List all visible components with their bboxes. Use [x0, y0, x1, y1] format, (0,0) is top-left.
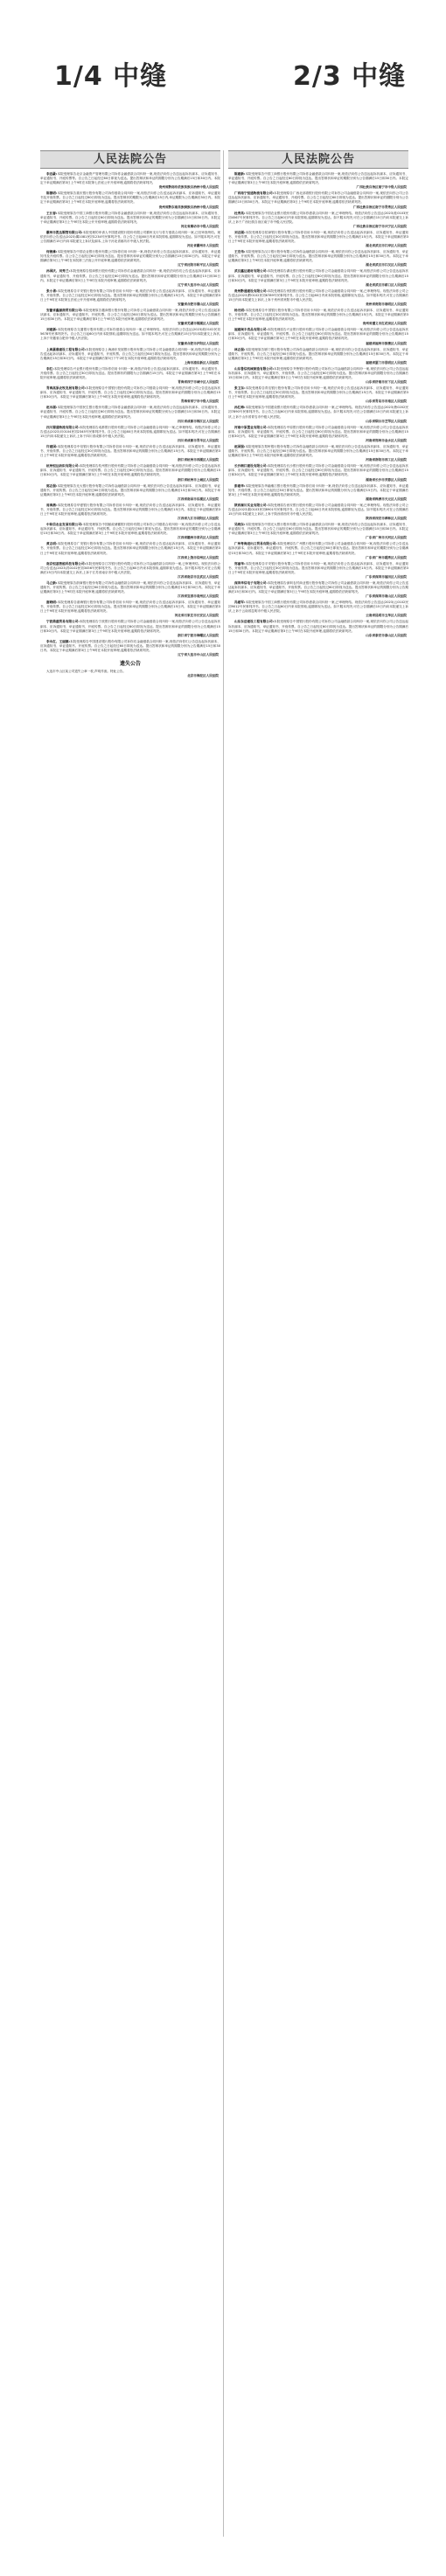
notice-text: [228, 269, 408, 282]
notice-court: 河北省石家庄市长安区人民法院: [174, 614, 219, 618]
notice-court: 江西省上饶市信州区人民法院: [178, 555, 219, 559]
notice-party: 何俊雄:: [46, 250, 58, 254]
notice-party: 孙国庆、刘秀兰:: [46, 269, 70, 274]
notice-body: 本院受理原告光大银行股份有限公司诉你金融借款合同纠纷一案,现依法向你公告送达起诉状副本、应诉通知书、举证通知书、开庭传票。自公告之日起经过60日即视为送达。提出答辩状和举证的期限分别为公告期满后15日和30日内。本院定于举证期满后第3日上午9时在本院开庭审理,逾期将依法缺席判决。: [40, 483, 220, 496]
notice-text: [228, 426, 408, 439]
notice-party: 周海燕:: [46, 503, 58, 507]
notice-body: 本院受理原告中国银行股份有限公司诉你公司金融借款合同纠纷一案,现依法向你公司公告送达起诉状副本、应诉通知书、举证通知书、开庭传票。自公告之日起经过60日即视为送达。提出答辩状和举证的期限分别为公告期满后15日和30日内。本院定于举证期满后第3日上午9时在本院开庭审理,逾期将依法缺席判决。: [228, 620, 408, 633]
notice-court: 贵州省遵义市红花岗区人民法院: [362, 322, 407, 326]
notice-text: [40, 367, 220, 380]
notice-text: [228, 250, 408, 263]
notice-body: 本院受理原告华夏银行股份有限公司诉你信用卡纠纷一案,现依法向你公告送达起诉状副本、应诉通知书、举证通知书、开庭传票。自公告之日起经过30日即视为送达。提出答辩状和举证的期限分别为公告期满后15日内。本院定于举证期满后第3日上午9时在本院开庭审理,逾期将依法缺席判决。: [40, 503, 220, 516]
notice-body: 本院受理原告广西北部湾银行股份有限公司诉你公司金融借款合同纠纷一案,现依法向你公司公告送达起诉状副本、应诉通知书、举证通知书、开庭传票。自公告之日起经过60日即视为送达。提出答辩状和举证的期限分别为公告期满后15日和30日内。本院定于举证期满后第3日上午9时在本院开庭审理,逾期将依法缺席判决。: [228, 191, 408, 205]
fold-label-right: 2/3 中缝: [293, 61, 407, 92]
notice-text: [228, 484, 408, 497]
notice-text: [40, 191, 220, 205]
notice-text: [40, 503, 220, 517]
notice-court: 贵州省黔南布依族苗族自治州中级人民法院: [158, 185, 219, 190]
court-notice: [40, 542, 220, 559]
court-notice: [40, 406, 220, 423]
court-notice: [40, 620, 220, 637]
notice-party: 郑丽华:: [234, 561, 246, 566]
notice-court: 河南省郑州市金水区人民法院: [366, 438, 407, 442]
court-notice: [40, 386, 220, 404]
notice-text: [40, 289, 220, 302]
notice-body: 本院受理原告徽商银行股份有限公司诉你公司金融借款合同纠纷一案,现依法向你公司公告送达起诉状副本、应诉通知书、举证通知书、开庭传票。自公告之日起经过60日即视为送达。提出答辩状和举证的期限分别为公告期满后15日和30日内。本院定于举证期满后第3日上午9时在本院开庭审理,逾期将依法缺席判决。: [40, 308, 220, 322]
notice-party: 李永红、王丽娜:: [46, 639, 70, 643]
fold-label-left: 1/4 中缝: [54, 61, 168, 92]
notice-party: 南京恒基智能科技有限公司:: [46, 561, 87, 566]
court-notice: [228, 250, 408, 267]
notice-court: 广西壮族自治区南宁市青秀区人民法院: [352, 205, 407, 209]
notice-body: 本院受理原告中信银行股份有限公司诉你信用卡纠纷一案,现依法向你公告送达起诉状副本、应诉通知书、举证通知书、开庭传票。自公告之日起经过30日即视为送达。提出答辩状和举证的期限分别为公告期满后15日内。本院定于举证期满后第3日上午9时在本院开庭审理,逾期将依法缺席判决。: [40, 444, 220, 458]
notice-text: [40, 269, 220, 282]
notice-court: 浙江省宁波市海曙区人民法院: [178, 633, 219, 637]
notice-body: 本院受理原告郑州银行股份有限公司诉你金融借款合同纠纷一案,现依法向你公告送达起诉状副本、应诉通知书、举证通知书、开庭传票。自公告之日起经过60日即视为送达。提出答辩状和举证的期限分别为公告期满后15日和30日内。本院定于举证期满后第3日上午9时在本院开庭审理,逾期将依法缺席判决。: [228, 444, 408, 458]
court-notice: [228, 269, 408, 287]
notice-party: 武汉鑫达建材有限公司:: [234, 269, 268, 274]
notice-court: 江西省宜春市袁州区人民法院: [178, 594, 219, 599]
notice-court: 四川省成都市青羊区人民法院: [178, 438, 219, 442]
court-notice: [228, 309, 408, 326]
court-notice: [40, 367, 220, 385]
notice-party: 谢晓明:: [46, 601, 58, 605]
notice-text: [228, 289, 408, 302]
notice-court: 广西壮族自治区南宁市中级人民法院: [356, 185, 407, 190]
notice-court: 青海省西宁市城中区人民法院: [178, 380, 219, 385]
notice-court: 广东省深圳市福田区人民法院: [366, 574, 407, 579]
notice-body: 本院受理原告中国光大银行股份有限公司诉你金融借款合同纠纷一案,现依法向你公告送达起诉状副本、应诉通知书、举证通知书、开庭传票。自公告之日起经过60日即视为送达。提出答辩状和举证的期限分别为公告期满后15日和30日内。本院定于举证期满后第3日上午9时在本院开庭审理,逾期将依法缺席判决。: [228, 523, 408, 536]
notice-party: 林志强:: [234, 347, 246, 351]
notice-body: 本院受理原告深圳农村商业银行股份有限公司诉你公司金融借款合同纠纷一案,现依法向你公司公告送达起诉状副本、应诉通知书、举证通知书、开庭传票。自公告之日起经过60日即视为送达。提出答辩状和举证的期限分别为公告期满后15日和30日内。本院定于举证期满后第3日上午9时在本院开庭审理,逾期将依法缺席判决。: [228, 580, 408, 594]
notice-body: 本院受理原告广发银行股份有限公司诉你信用卡纠纷一案,现依法向你公告送达起诉状副本、应诉通知书、举证通知书、开庭传票。自公告之日起经过30日即视为送达。提出答辩状和举证的期限分别为公告期满后15日内。本院定于举证期满后第3日上午9时在本院开庭审理,逾期将依法缺席判决。: [40, 542, 220, 555]
notice-court: 辽宁省大连市中山区人民法院: [178, 653, 219, 657]
notice-body: 本院受理原告华融湘江银行股份有限公司诉你信用卡纠纷一案,现依法向你公告送达起诉状副本、应诉通知书、举证通知书、开庭传票。自公告之日起经过30日即视为送达。提出答辩状和举证的期限分别为公告期满后15日内。本院定于举证期满后第3日上午9时在本院开庭审理,逾期将依法缺席判决。: [228, 483, 408, 496]
notice-text: [40, 328, 220, 341]
notice-court: 广东省广州市天河区人民法院: [366, 536, 407, 540]
court-notice: [40, 601, 220, 618]
notice-text: [228, 309, 408, 322]
court-notice: [40, 523, 220, 540]
notice-party: 张小勇:: [46, 288, 58, 293]
right-column-header: 人民法院公告: [228, 150, 408, 169]
court-notice: [228, 386, 408, 404]
notice-body: 本院受理原告长沙银行股份有限公司诉你公司金融借款合同纠纷一案,现依法向你公司公告送达起诉状副本、应诉通知书、举证通知书、开庭传票。自公告之日起经过60日即视为送达。提出答辩状和举证的期限分别为公告期满后15日和30日内。本院定于举证期满后第3日上午9时在本院开庭审理,逾期将依法缺席判决。: [228, 464, 408, 477]
notice-body: 本院受理原告招商银行股份有限公司诉你信用卡纠纷一案,现依法向你公告送达起诉状副本、应诉通知书、举证通知书、开庭传票。自公告之日起经过30日即视为送达。提出答辩状和举证的期限分别为公告期满后15日内。本院定于举证期满后第3日上午9时在本院开庭审理,逾期将依法缺席判决。: [228, 230, 408, 244]
court-notice: [228, 406, 408, 423]
fold-labels: [0, 0, 446, 149]
notice-text: [228, 464, 408, 477]
notice-text: [40, 562, 220, 575]
notice-text: [40, 348, 220, 361]
notice-party: 福建闽丰食品有限公司:: [234, 328, 268, 332]
court-notice: [40, 670, 220, 678]
court-notice: [228, 503, 408, 521]
notice-body: 本院受理原告兴业银行股份有限公司诉你公司金融借款合同纠纷一案,现依法向你公司公告送达起诉状副本、应诉通知书、举证通知书、开庭传票。自公告之日起经过60日即视为送达。提出答辩状和举证的期限分别为公告期满后15日和30日内。本院定于举证期满后第3日上午9时在本院开庭审理,逾期将依法缺席判决。: [228, 328, 408, 341]
notice-court: 江西省九江市浔阳区人民法院: [178, 517, 219, 521]
notice-text: [40, 231, 220, 244]
court-notice: [40, 503, 220, 521]
notice-body: 本院受理原告交通银行股份有限公司诉你借款合同纠纷一案,已审理终结。现依法向你公告送达(2023)皖0102民初5678号民事判决书。自公告之日起60日内来本院领取,逾期即视为送达。如不服本判决,可在公告期满后15日内向本院递交上诉状,上诉于安徽省合肥市中级人民法院。: [40, 328, 220, 341]
notice-body: 本院受理原告渤海银行股份有限公司诉你信用卡纠纷一案,现依法向你公告送达起诉状副本、应诉通知书、举证通知书、开庭传票。自公告之日起经过30日即视为送达。提出答辩状和举证的期限分别为公告期满后15日内。本院定于举证期满后第3日上午9时在本院开庭审理,逾期将依法缺席判决。: [40, 601, 220, 614]
notice-body: 本院受理原告中原银行股份有限公司诉你公司金融借款合同纠纷一案,现依法向你公司公告送达起诉状副本、应诉通知书、举证通知书、开庭传票。自公告之日起经过60日即视为送达。提出答辩状和举证的期限分别为公告期满后15日和30日内。本院定于举证期满后第3日上午9时在本院开庭审理,逾期将依法缺席判决。: [228, 425, 408, 438]
notice-body: 本院受理原告汉口银行股份有限公司诉你金融借款合同纠纷一案,现依法向你公告送达起诉状副本、应诉通知书、举证通知书、开庭传票。自公告之日起经过60日即视为送达。提出答辩状和举证的期限分别为公告期满后15日和30日内。本院定于举证期满后第3日上午9时在本院开庭审理,逾期将依法缺席判决。: [228, 250, 408, 263]
notice-court: 福建省厦门市思明区人民法院: [366, 360, 407, 365]
notice-text: [228, 581, 408, 594]
notice-text: [228, 601, 408, 614]
court-notice: [228, 562, 408, 580]
notice-party: 陕西秦川实业有限公司:: [234, 503, 268, 507]
notice-text: [228, 542, 408, 555]
notice-text: [40, 445, 220, 458]
notice-body: 本院受理原告杭州银行股份有限公司诉你公司金融借款合同纠纷一案,现依法向你公司公告送达起诉状副本、应诉通知书、举证通知书、开庭传票。自公告之日起经过60日即视为送达。提出答辩状和举证的期限分别为公告期满后15日和30日内。本院定于举证期满后第3日上午9时在本院开庭审理,逾期将依法缺席判决。: [40, 464, 220, 477]
notice-body: 本院受理原告齐鲁银行股份有限公司诉你公司金融借款合同纠纷一案,现依法向你公司公告送达起诉状副本、应诉通知书、举证通知书、开庭传票。自公告之日起经过60日即视为送达。提出答辩状和举证的期限分别为公告期满后15日和30日内。本院定于举证期满后第3日上午9时在本院开庭审理,逾期将依法缺席判决。: [228, 366, 408, 379]
notice-text: [40, 601, 220, 614]
notice-court: 北京市海淀区人民法院: [187, 674, 219, 678]
notice-party: 赵国强:: [234, 444, 246, 448]
notice-party: 杜秀英:: [234, 211, 246, 215]
notice-court: 山东省泰安市泰山区人民法院: [366, 633, 407, 637]
notice-text: [40, 172, 220, 185]
court-notice: [228, 445, 408, 462]
notice-court: 福建省福州市鼓楼区人民法院: [366, 341, 407, 345]
notice-text: [40, 386, 220, 399]
notice-party: 广州粤海进出口贸易有限公司:: [234, 542, 277, 546]
notice-party: 李远豪:: [46, 172, 58, 176]
court-notice: [40, 562, 220, 580]
notice-body: 本院受理原告中国建设银行股份有限公司诉你们金融借款合同纠纷一案,现依法向你们公告送达起诉状副本、应诉通知书、举证通知书、开庭传票。自公告之日起经过60日即视为送达。提出答辩状和举证的期限分别为公告期满后15日和30日内。本院定于举证期满后第3日上午9时在本院开庭审理,逾期将依法缺席判决。: [40, 639, 220, 652]
notice-party: 冯建军:: [234, 601, 246, 605]
notice-court: 辽宁省大连市中山区人民法院: [178, 282, 219, 287]
notice-party: 马立新:: [46, 580, 58, 585]
notice-text: [228, 231, 408, 244]
notice-text: [228, 386, 408, 399]
notice-body: 本院受理原告中国农业银行股份有限公司诉你借款合同纠纷一案,已审理终结。现依法向你公告送达(2023)桂0103民初4567号民事判决书。自公告之日起60日内来本院领取,逾期即视为送达。如不服本判决,可在公告期满后15日内向本院递交上诉状,上诉于广西壮族自治区南宁市中级人民法院。: [228, 211, 408, 224]
notice-text: [40, 426, 220, 439]
court-notice: [228, 289, 408, 307]
notice-body: 本院受理原告江苏银行股份有限公司诉你公司金融借款合同纠纷一案,已审理终结。现依法向你公司公告送达(2023)苏0102民初3456号民事判决书。自公告之日起60日内来本院领取,逾期即视为送达。如不服本判决,可在公告期满后15日内向本院递交上诉状,上诉于江苏省南京市中级人民法院。: [40, 561, 220, 574]
notice-body: 大连市中山区某公司遗失公章一枚,声明作废。特此公告。: [46, 670, 126, 674]
court-notice: [40, 212, 220, 229]
notice-text: [40, 250, 220, 263]
notice-party: 四川蜀通物流有限公司:: [46, 425, 80, 429]
notice-party: 郭志强:: [46, 483, 58, 488]
notice-party: 广西南宁恒通物流有限公司:: [234, 191, 275, 196]
notice-body: 本院受理原告西安银行股份有限公司诉你公司金融借款合同纠纷一案,已审理终结。现依法向你公司公告送达(2023)陕0103民初8901号民事判决书。自公告之日起60日内来本院领取,逾期即视为送达。如不服本判决,可在公告期满后15日内向本院递交上诉状,上诉于陕西省西安市中级人民法院。: [228, 503, 408, 516]
court-notice: [40, 250, 220, 267]
notice-body: 本院受理原告北京金融资产管理有限公司诉你金融借款合同纠纷一案,现依法向你公告送达起诉状副本、应诉通知书、举证通知书、开庭传票等。自公告之日起经过60日即视为送达。提出答辩状和举证的期限分别为公告期满后15日和30日内。本院定于举证期满后第3日上午9时在本院第七法庭公开开庭审理,逾期将依法缺席判决。: [40, 172, 220, 185]
notice-text: [228, 406, 408, 419]
lost-notice-title: 遗失公告: [119, 661, 141, 668]
notice-court: 山东省济南市历下区人民法院: [366, 380, 407, 385]
notice-body: 本院受理原告青岛银行股份有限公司诉你信用卡纠纷一案,现依法向你公告送达起诉状副本、应诉通知书、举证通知书、开庭传票。自公告之日起经过30日即视为送达。提出答辩状和举证的期限分别为公告期满后15日内。本院定于举证期满后第3日上午9时在本院开庭审理,逾期将依法缺席判决。: [228, 386, 408, 399]
notice-party: 刘志刚:: [234, 230, 246, 234]
court-notice: [40, 464, 220, 482]
notice-text: [40, 523, 220, 536]
notice-body: 本院受理原告上海浦东发展银行股份有限公司诉你公司金融借款合同纠纷一案,现依法向你公司公告送达起诉状副本、应诉通知书、举证通知书、开庭传票。自公告之日起经过60日即视为送达。提出答辩状和举证的期限分别为公告期满后15日和30日内。本院定于举证期满后第3日下午2时在本院开庭审理,逾期将依法缺席判决。: [40, 347, 220, 360]
notice-court: 贵州省黔东南苗族侗族自治州中级人民法院: [158, 205, 219, 209]
notice-text: [40, 309, 220, 322]
notice-text: [40, 212, 220, 225]
court-notice: [228, 191, 408, 209]
notice-party: 彭建华:: [234, 483, 246, 488]
notice-court: 青海省西宁市中级人民法院: [180, 399, 219, 404]
notice-party: 深圳华信电子有限公司:: [234, 580, 268, 585]
notice-court: 上海市浦东新区人民法院: [184, 360, 219, 365]
notice-body: 本院受理原告宁波银行股份有限公司诉你公司金融借款合同纠纷一案,现依法向你公司公告送达起诉状副本、应诉通知书、举证通知书、开庭传票。自公告之日起经过60日即视为送达。提出答辩状和举证的期限分别为公告期满后15日和30日内。本院定于举证期满后第3日上午9时在本院开庭审理,逾期将依法缺席判决。: [40, 620, 220, 633]
notice-party: 王宏伟:: [234, 250, 246, 254]
notice-text: [228, 328, 408, 341]
notice-body: 本院受理原告贵阳银行股份有限公司诉你公司金融借款合同纠纷一案,已审理终结。现依法向你公司公告送达(2023)黔0102民初6789号民事判决书。自公告之日起60日内来本院领取,逾期即视为送达。如不服本判决,可在公告期满后15日内向本院递交上诉状,上诉于贵州省贵阳市中级人民法院。: [228, 288, 408, 302]
notice-court: 江苏省南京市玄武区人民法院: [178, 574, 219, 579]
notice-body: 本院受理原告中国银行股份有限公司诉你信用卡纠纷一案,现依法向你公告送达起诉状副本、应诉通知书、举证通知书、开庭传票。自公告之日起经过30日即视为送达。提出答辩状和举证的期限分别为公告期满后15日内。本院定于举证期满后第3日上午9时在本院开庭审理,逾期将依法缺席判决。: [228, 308, 408, 322]
notice-body: 本院受理原告兴业银行股份有限公司诉你信用卡纠纷一案,现依法向你公告送达起诉状副本、应诉通知书、举证通知书、开庭传票。自公告之日起经过30日即视为送达。提出答辩状的期限为公告期满后15日内。本院定于举证期满后第3日上午9时在本院开庭审理,逾期将依法缺席判决。: [40, 366, 220, 379]
notice-body: 本院受理原告招商银行股份有限公司诉你们金融借款合同纠纷一案,现依法向你们公告送达起诉状副本、应诉通知书、举证通知书、开庭传票。自公告之日起经过60日即视为送达。提出答辩状和举证的期限分别为公告期满后15日和30日内。本院定于举证期满后第3日上午9时在本院开庭审理,逾期将依法缺席判决。: [40, 269, 220, 282]
notice-text: [228, 562, 408, 575]
notice-body: 本院受理原告中国农业银行股份有限公司诉你信用卡纠纷一案,现依法向你公告送达起诉状副本、应诉通知书、举证通知书及开庭传票。自公告之日起经过60日即视为送达。提出答辩状和举证的期限分别为公告期满后15日和30日内。本院定于举证期满后第3日上午9时在本院第三法庭公开开庭审理,逾期将依法缺席判决。: [40, 250, 220, 263]
notice-party: 李红:: [46, 366, 54, 371]
left-column-body: [40, 169, 220, 678]
notice-party: 黄志明:: [46, 542, 58, 546]
notice-text: [228, 367, 408, 380]
notice-party: 孙红梅:: [234, 406, 246, 410]
court-notice: [40, 581, 220, 599]
court-notice: [228, 212, 408, 229]
court-notice: [228, 328, 408, 345]
notice-body: 本院受理原告中国银行股份有限公司诉你公司借款合同纠纷一案,现依法向你公司公告送达起诉状副本、应诉通知书、举证通知书、开庭传票。自公告之日起经过60日即视为送达。提出答辩状和举证的期限分别为公告期满后15日和30日内。本院定于举证期满后第3日上午9时在本院开庭审理,逾期将依法缺席判决。: [40, 386, 220, 399]
court-notice: [40, 426, 220, 443]
right-column-body: [228, 169, 408, 638]
notice-court: 广东省广州市越秀区人民法院: [366, 555, 407, 559]
notice-text: [228, 523, 408, 536]
notice-court: 江西省南昌市东湖区人民法院: [178, 496, 219, 501]
left-column: [40, 150, 220, 2537]
notice-party: 陈建新:: [234, 172, 246, 176]
notice-text: [228, 503, 408, 517]
court-notice: [228, 484, 408, 502]
court-notice: [228, 231, 408, 248]
notice-body: 本院受理原告中国邮政储蓄银行股份有限公司诉你公司借款合同纠纷一案,现依法向你公司公告送达起诉状副本、应诉通知书、举证通知书、开庭传票。自公告之日起经过60日即视为送达。提出答辩状和举证的期限分别为公告期满后15日和30日内。本院定于举证期满后第3日上午9时在本院开庭审理,逾期将依法缺席判决。: [40, 523, 220, 536]
notice-party: 陈德明:: [46, 191, 58, 196]
court-notice: [40, 172, 220, 190]
notice-text: [228, 348, 408, 361]
court-notice: [228, 601, 408, 618]
court-notice: [228, 172, 408, 190]
notice-body: 本院受理原告平安银行股份有限公司诉你信用卡纠纷一案,现依法向你公告送达起诉状副本、应诉通知书、举证通知书、开庭传票。自公告之日起经过30日即视为送达。提出答辩状和举证的期限分别为公告期满后15日内。本院定于举证期满后第3日上午9时在本院第五法庭公开开庭审理,逾期将依法缺席判决。: [40, 288, 220, 302]
court-notice: [40, 484, 220, 502]
notice-text: [228, 620, 408, 633]
court-notice: [40, 191, 220, 209]
notice-court: 湖北省武汉市硚口区人民法院: [366, 282, 407, 287]
court-notice: [40, 328, 220, 345]
notice-court: 河北省霸州市人民法院: [187, 244, 219, 248]
notice-court: 陕西省西安市碑林区人民法院: [366, 517, 407, 521]
court-notice: [228, 542, 408, 559]
column-divider: [223, 150, 224, 2537]
court-notice: [40, 309, 220, 326]
notice-party: 王长春:: [46, 211, 58, 215]
notice-party: 中和信农业发展有限公司:: [46, 523, 83, 527]
notice-body: 本院受理原告成都银行股份有限公司诉你公司金融借款合同纠纷一案,已审理终结。现依法向你公司公告送达(2023)川0104民初2345号民事判决书。自公告之日起60日内来本院领取,逾期即视为送达。如不服本判决,可在公告期满后15日内向本院递交上诉状,上诉于四川省成都市中级人民法院。: [40, 425, 220, 438]
notice-party: 长沙湘江建设有限公司:: [234, 464, 268, 469]
court-notice: [40, 640, 220, 657]
notice-text: [40, 620, 220, 633]
notice-party: 河南中原置业有限公司:: [234, 425, 268, 429]
notice-court: 安徽省合肥市庐阳区人民法院: [178, 341, 219, 345]
notice-party: 吴晓东:: [234, 523, 246, 527]
court-notice: [40, 348, 220, 365]
notice-court: 安徽省合肥市蜀山区人民法院: [178, 302, 219, 306]
court-notice: [228, 620, 408, 637]
court-notice: [40, 445, 220, 462]
court-notice: [228, 581, 408, 599]
notice-court: 湖南省株洲市天元区人民法院: [366, 496, 407, 501]
court-notice: [228, 464, 408, 482]
notice-court: 辽宁省沈阳市和平区人民法院: [178, 263, 219, 267]
notice-text: [40, 640, 220, 653]
notice-text: [40, 484, 220, 497]
notice-court: 安徽省芜湖市镜湖区人民法院: [178, 322, 219, 326]
court-notice: [228, 426, 408, 443]
court-notice: [40, 231, 220, 248]
notice-body: 本院受理原告浙商银行股份有限公司诉你金融借款合同纠纷一案,现依法向你公告送达起诉状副本、应诉通知书、举证通知书、开庭传票。自公告之日起经过60日即视为送达。提出答辩状和举证的期限分别为公告期满后15日和30日内。本院定于举证期满后第3日上午9时在本院开庭审理,逾期将依法缺席判决。: [40, 580, 220, 594]
notice-party: 安徽省鑫源商贸有限公司:: [46, 308, 83, 312]
court-notice: [228, 367, 408, 385]
court-notice: [228, 523, 408, 540]
court-notice: [40, 289, 220, 307]
notice-party: 许建国:: [46, 444, 58, 448]
notice-court: 湖南省长沙市芙蓉区人民法院: [366, 477, 407, 482]
notice-court: 浙江省杭州市上城区人民法院: [178, 477, 219, 482]
notice-party: 杨光明:: [234, 308, 246, 312]
notice-court: 广西壮族自治区南宁市兴宁区人民法院: [352, 224, 407, 228]
notice-party: 青海高原农牧发展有限公司:: [46, 386, 87, 391]
notice-court: 山东省烟台市芝罘区人民法院: [366, 419, 407, 423]
notice-body: 本院受理原告重庆银行股份有限公司诉你借款合同纠纷一案,现依法向你公告送达起诉状副本、应诉通知书、举证通知书及开庭传票。自公告之日起经过60日即视为送达。提出答辩状的期限为公告期满后15日内,举证期限为公告期满后30日内。本院定于举证期满后第3日上午9时在本院开庭审理,逾期将依法缺席判决。: [40, 191, 220, 205]
notice-body: 本院受理原告湖北银行股份有限公司诉你公司金融借款合同纠纷一案,现依法向你公司公告送达起诉状副本、应诉通知书、举证通知书、开庭传票。自公告之日起经过60日即视为送达。提出答辩状和举证的期限分别为公告期满后15日和30日内。本院定于举证期满后第3日上午9时在本院开庭审理,逾期将依法缺席判决。: [228, 269, 408, 282]
court-notice: [228, 348, 408, 365]
notice-court: 江西省赣州市章贡区人民法院: [178, 536, 219, 540]
notice-party: 山东鲁信机械制造有限公司:: [234, 366, 275, 371]
notice-body: 本院受理原告广州银行股份有限公司诉你公司金融借款合同纠纷一案,现依法向你公司公告送达起诉状副本、应诉通知书、举证通知书、开庭传票。自公告之日起经过60日即视为送达。提出答辩状和举证的期限分别为公告期满后15日和30日内。本院定于举证期满后第3日上午9时在本院开庭审理,逾期将依法缺席判决。: [228, 542, 408, 555]
notice-body: 本院受理原告中国建设银行股份有限公司诉你借款合同纠纷一案,已审理终结。现依法向你公告送达(2023)鲁0202民初7890号民事判决书。自公告之日起60日内来本院领取,逾期即视为送达。如不服本判决,可在公告期满后15日内向本院递交上诉状,上诉于山东省青岛市中级人民法院。: [228, 406, 408, 419]
notice-party: 霸州市胜达钢管有限公司:: [46, 230, 83, 234]
notice-court: 四川省成都市锦江区人民法院: [178, 419, 219, 423]
notice-court: 河南省洛阳市西工区人民法院: [366, 458, 407, 462]
left-column-header: 人民法院公告: [40, 150, 220, 169]
notice-court: 广东省深圳市南山区人民法院: [366, 594, 407, 599]
notice-party: 张卫东:: [234, 386, 246, 391]
notice-body: 本院受理原告中国工商银行股份有限公司诉你金融借款合同纠纷一案,现依法向你公告送达起诉状副本、应诉通知书、举证通知书、开庭传票。自公告之日起经过60日即视为送达。提出答辩状和举证的期限分别为公告期满后15日和30日内。本院定于举证期满后第3日上午9时在本院开庭审理,逾期将依法缺席判决。: [228, 172, 408, 185]
notice-text: [40, 581, 220, 594]
court-notice: [40, 269, 220, 287]
notice-body: 本院受理原告中国工商银行股份有限公司诉你金融借款合同纠纷一案,现依法向你公告送达起诉状副本、应诉通知书、举证通知书、开庭传票。自公告之日起经过60日即视为送达。提出答辩状和举证的期限分别为公告期满后15日和30日内。本院定于举证期满后第3日上午9时在本院公开开庭审理,逾期将依法缺席判决。: [40, 211, 220, 224]
notice-party: 刘建新:: [46, 328, 58, 332]
notice-text: [228, 172, 408, 185]
notice-court: 云南省昆明市五华区人民法院: [366, 614, 407, 618]
notice-party: 赵永刚:: [46, 406, 58, 410]
notice-party: 杭州恒达纺织有限公司:: [46, 464, 80, 469]
notice-court: 湖北省武汉市江岸区人民法院: [366, 244, 407, 248]
notice-text: [228, 191, 408, 205]
notice-text: [40, 464, 220, 477]
notice-body: 本院受理原告厦门银行股份有限公司诉你金融借款合同纠纷一案,现依法向你公告送达起诉状副本、应诉通知书、举证通知书、开庭传票。自公告之日起经过60日即视为送达。提出答辩状和举证的期限分别为公告期满后15日和30日内。本院定于举证期满后第3日上午9时在本院开庭审理,逾期将依法缺席判决。: [228, 347, 408, 360]
notice-text: [228, 445, 408, 458]
notice-court: 河北省廊坊市中级人民法院: [180, 224, 219, 228]
notice-body: 本院受理原告中国工商银行股份有限公司诉你借款合同纠纷一案,已审理终结。现依法向你公告送达(2023)云0102民初9012号民事判决书。自公告之日起60日内来本院领取,逾期即视为送达。如不服本判决,可在公告期满后15日内向本院递交上诉状,上诉于云南省昆明市中级人民法院。: [228, 601, 408, 614]
notice-court: 山东省青岛市市南区人民法院: [366, 399, 407, 404]
notice-body: 本院受理原告中国民生银行股份有限公司诉你金融借款合同纠纷一案,现依法向你公告送达起诉状副本、应诉通知书、举证通知书、开庭传票。自公告之日起经过60日即视为送达。提出答辩状和举证的期限分别为公告期满后15日和30日内。本院定于举证期满后第3日上午9时在本院开庭审理,逾期将依法缺席判决。: [40, 406, 220, 419]
notice-party: 贵州黔通建设有限公司:: [234, 288, 268, 293]
notice-body: 本院受理原告平安银行股份有限公司诉你信用卡纠纷一案,现依法向你公告送达起诉状副本、应诉通知书、举证通知书、开庭传票。自公告之日起经过30日即视为送达。提出答辩状和举证的期限分别为公告期满后15日内。本院定于举证期满后第3日上午9时在本院开庭审理,逾期将依法缺席判决。: [228, 561, 408, 574]
notice-body: 本院受理的申请人中国建设银行股份有限公司霸州支行与你方借款合同纠纷一案,已经审查终结。现依法向你公告送达(2023)冀1081民初1234号民事判决书。自公告之日起60日内来本院领取,逾期即视为送达。如不服本判决,可在公告期满后15日内向本院递交上诉状及副本,上诉于河北省廊坊市中级人民法院。: [40, 230, 220, 244]
notice-text: [40, 406, 220, 419]
notice-party: 上海嘉鼎建设工程有限公司:: [46, 347, 87, 351]
notice-party: 山东东岳建设工程有限公司:: [234, 620, 275, 624]
notice-court: 浙江省杭州市西湖区人民法院: [178, 458, 219, 462]
notice-court: 湖北省武汉市江汉区人民法院: [366, 263, 407, 267]
notice-text: [40, 542, 220, 555]
notice-party: 宁波鼎盛贸易有限公司:: [46, 620, 80, 624]
right-column: [228, 150, 408, 2537]
notice-text: [228, 212, 408, 225]
notice-court: 贵州省贵阳市南明区人民法院: [366, 302, 407, 306]
